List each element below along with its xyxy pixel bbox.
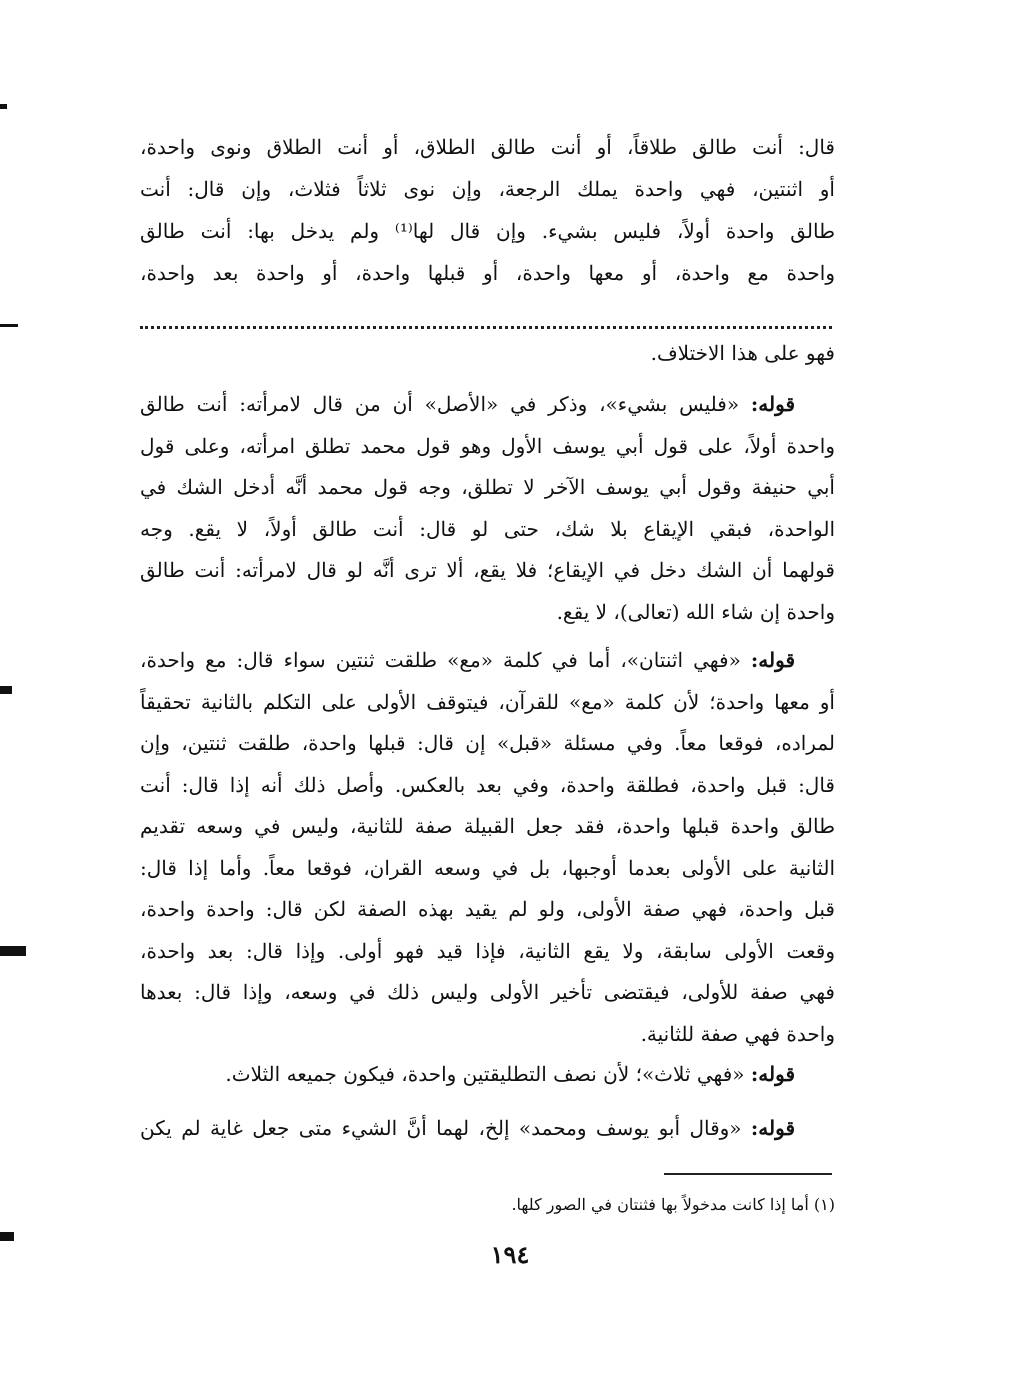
text-line: طالق واحدة قبلها واحدة، فقد جعل القبيلة صفة للثانية، وليس في وسعه تقديم <box>140 814 835 838</box>
text-line-content: «وقال أبو يوسف ومحمد» إلخ، لهما أنَّ الشيء متى جعل غاية لم يكن <box>140 1116 742 1140</box>
text-line: لمراده، فوقعا معاً. وفي مسئلة «قبل» إن قال: قبلها واحدة، طلقت ثنتين، وإن <box>140 731 835 755</box>
paragraph-lead: قوله: <box>750 392 795 416</box>
scan-edge-mark <box>0 686 12 694</box>
text-line <box>140 640 835 682</box>
text-line: فهو على هذا الاختلاف. <box>650 341 835 365</box>
paragraph-lead: قوله: <box>750 1062 795 1086</box>
scan-edge-mark <box>0 104 7 109</box>
paragraph-lead: قوله: <box>750 1116 796 1140</box>
paragraph-lead: قوله: <box>750 648 796 672</box>
text-line: أو اثنتين، فهي واحدة يملك الرجعة، وإن نوى ثلاثاً فثلاث، وإن قال: أنت <box>140 177 835 201</box>
text-line <box>140 1108 835 1150</box>
commentary-paragraph-4 <box>140 1108 835 1150</box>
scan-edge-mark <box>0 324 18 327</box>
after-dots-line <box>140 332 835 374</box>
text-line: واحدة مع واحدة، أو معها واحدة، أو قبلها واحدة، أو واحدة بعد واحدة، <box>140 261 835 285</box>
text-line-content: «فهي اثنتان»، أما في كلمة «مع» طلقت ثنتين سواء قال: مع واحدة، <box>140 648 741 672</box>
top-paragraph <box>140 126 835 294</box>
text-line: الواحدة، فبقي الإيقاع بلا شك، حتى لو قال: أنت طالق أولاً، لا يقع. وجه <box>140 516 835 541</box>
text-line: أو معها واحدة؛ لأن كلمة «مع» للقرآن، فيتوقف الأولى على التكلم بالثانية تحقيقاً <box>140 689 835 714</box>
commentary-paragraph-3 <box>140 1054 835 1096</box>
text-line: قبل واحدة، فهي صفة الأولى، ولو لم يقيد بهذه الصفة لكن قال: واحدة واحدة، <box>140 897 835 921</box>
text-line: الثانية على الأولى بعدما أوجبها، بل في وسعه القران، فوقعا معاً. وأما إذا قال: <box>140 855 835 880</box>
text-line-content: «فليس بشيء»، وذكر في «الأصل» أن من قال لامرأته: أنت طالق <box>140 392 740 416</box>
text-line <box>140 1054 835 1096</box>
text-line: وقعت الأولى سابقة، ولا يقع الثانية، فإذا قيد فهو أولى. وإذا قال: بعد واحدة، <box>140 938 835 963</box>
text-line: فهي صفة للأولى، فيقتضى تأخير الأولى وليس ذلك في وسعه، وإذا قال: بعدها <box>140 980 835 1004</box>
text-line: طالق واحدة أولاً، فليس بشيء. وإن قال لها⁽¹⁾ ولم يدخل بها: أنت طالق <box>140 219 835 243</box>
text-line: واحدة فهي صفة للثانية. <box>640 1021 835 1046</box>
text-line <box>140 384 835 426</box>
footnote-divider <box>664 1173 832 1175</box>
text-line: قولهما أن الشك دخل في الإيقاع؛ فلا يقع، ألا ترى أنَّه لو قال لامرأته: أنت طالق <box>140 558 835 582</box>
text-line: واحدة أولاً، على قول أبي يوسف الأول وهو قول محمد تطلق امرأته، وعلى قول <box>140 433 835 458</box>
commentary-paragraph-2 <box>140 640 835 1055</box>
page-number: ١٩٤ <box>490 1240 530 1269</box>
text-line: واحدة إن شاء الله (تعالى)، لا يقع. <box>556 599 835 624</box>
text-line-content: «فهي ثلاث»؛ لأن نصف التطليقتين واحدة، فيكون جميعه الثلاث. <box>225 1062 745 1086</box>
text-line: أبي حنيفة وقول أبي يوسف الآخر لا تطلق، وجه قول محمد أنَّه أدخل الشك في <box>140 475 835 499</box>
scan-edge-mark <box>0 946 26 956</box>
dotted-separator <box>140 322 832 329</box>
scan-edge-mark <box>0 1232 14 1241</box>
footnote: (١) أما إذا كانت مدخولاً بها فثنتان في الصور كلها. <box>511 1195 835 1214</box>
text-line: قال: قبل واحدة، فطلقة واحدة، وفي بعد بالعكس. وأصل ذلك أنه إذا قال: أنت <box>140 772 835 797</box>
commentary-paragraph-1 <box>140 384 835 633</box>
text-line: قال: أنت طالق طلاقاً، أو أنت طالق الطلاق، أو أنت الطلاق ونوى واحدة، <box>140 135 835 159</box>
